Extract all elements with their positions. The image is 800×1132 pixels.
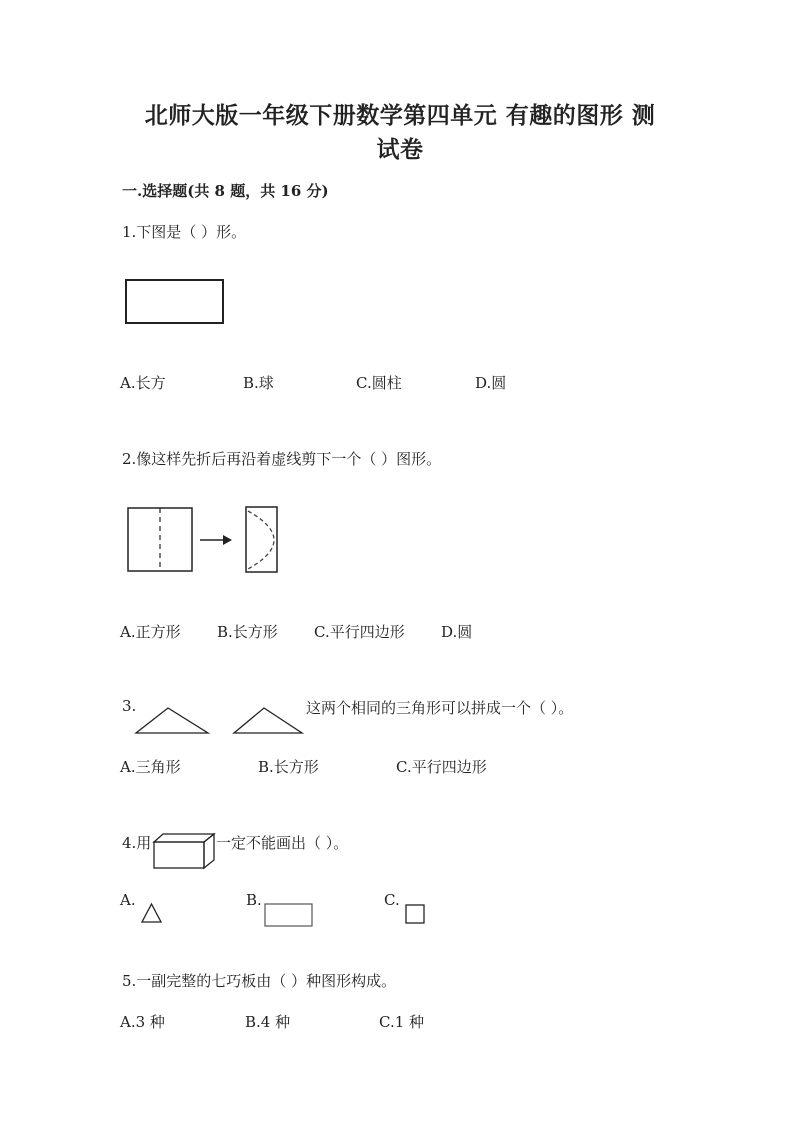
question-1-option-c[interactable]: C.圆柱	[356, 374, 402, 392]
question-3-option-a[interactable]: A.三角形	[120, 758, 181, 776]
question-3-text: 这两个相同的三角形可以拼成一个（ ）。	[306, 699, 574, 717]
question-5-option-b[interactable]: B.4 种	[245, 1013, 291, 1031]
question-3-option-c[interactable]: C.平行四边形	[396, 758, 487, 776]
question-4-option-c[interactable]: C.	[384, 891, 400, 909]
question-5-option-a[interactable]: A.3 种	[120, 1013, 165, 1031]
question-4-option-b[interactable]: B.	[246, 891, 262, 909]
question-2-text: 2.像这样先折后再沿着虚线剪下一个（ ）图形。	[122, 450, 442, 468]
question-4-option-a[interactable]: A.	[120, 891, 136, 909]
question-1-option-a[interactable]: A.长方	[120, 374, 166, 392]
page-title-continued: 试卷	[376, 136, 424, 163]
question-5-option-c[interactable]: C.1 种	[379, 1013, 425, 1031]
question-4-suffix: 一定不能画出（ ）。	[216, 834, 349, 852]
question-2-option-c[interactable]: C.平行四边形	[314, 623, 405, 641]
question-3-option-b[interactable]: B.长方形	[258, 758, 319, 776]
question-2-option-a[interactable]: A.正方形	[120, 623, 181, 641]
question-4-prefix: 4.用	[122, 834, 152, 852]
question-1-option-b[interactable]: B.球	[243, 374, 274, 392]
section-heading: 一.选择题(共 8 题，共 16 分)	[122, 182, 329, 200]
page-title: 北师大版一年级下册数学第四单元 有趣的图形 测	[144, 102, 656, 129]
question-3-number: 3.	[122, 697, 137, 715]
question-1-text: 1.下图是（ ）形。	[122, 223, 247, 241]
question-2-option-d[interactable]: D.圆	[441, 623, 473, 641]
question-5-text: 5.一副完整的七巧板由（ ）种图形构成。	[122, 972, 397, 990]
question-1-option-d[interactable]: D.圆	[475, 374, 507, 392]
question-2-option-b[interactable]: B.长方形	[217, 623, 278, 641]
